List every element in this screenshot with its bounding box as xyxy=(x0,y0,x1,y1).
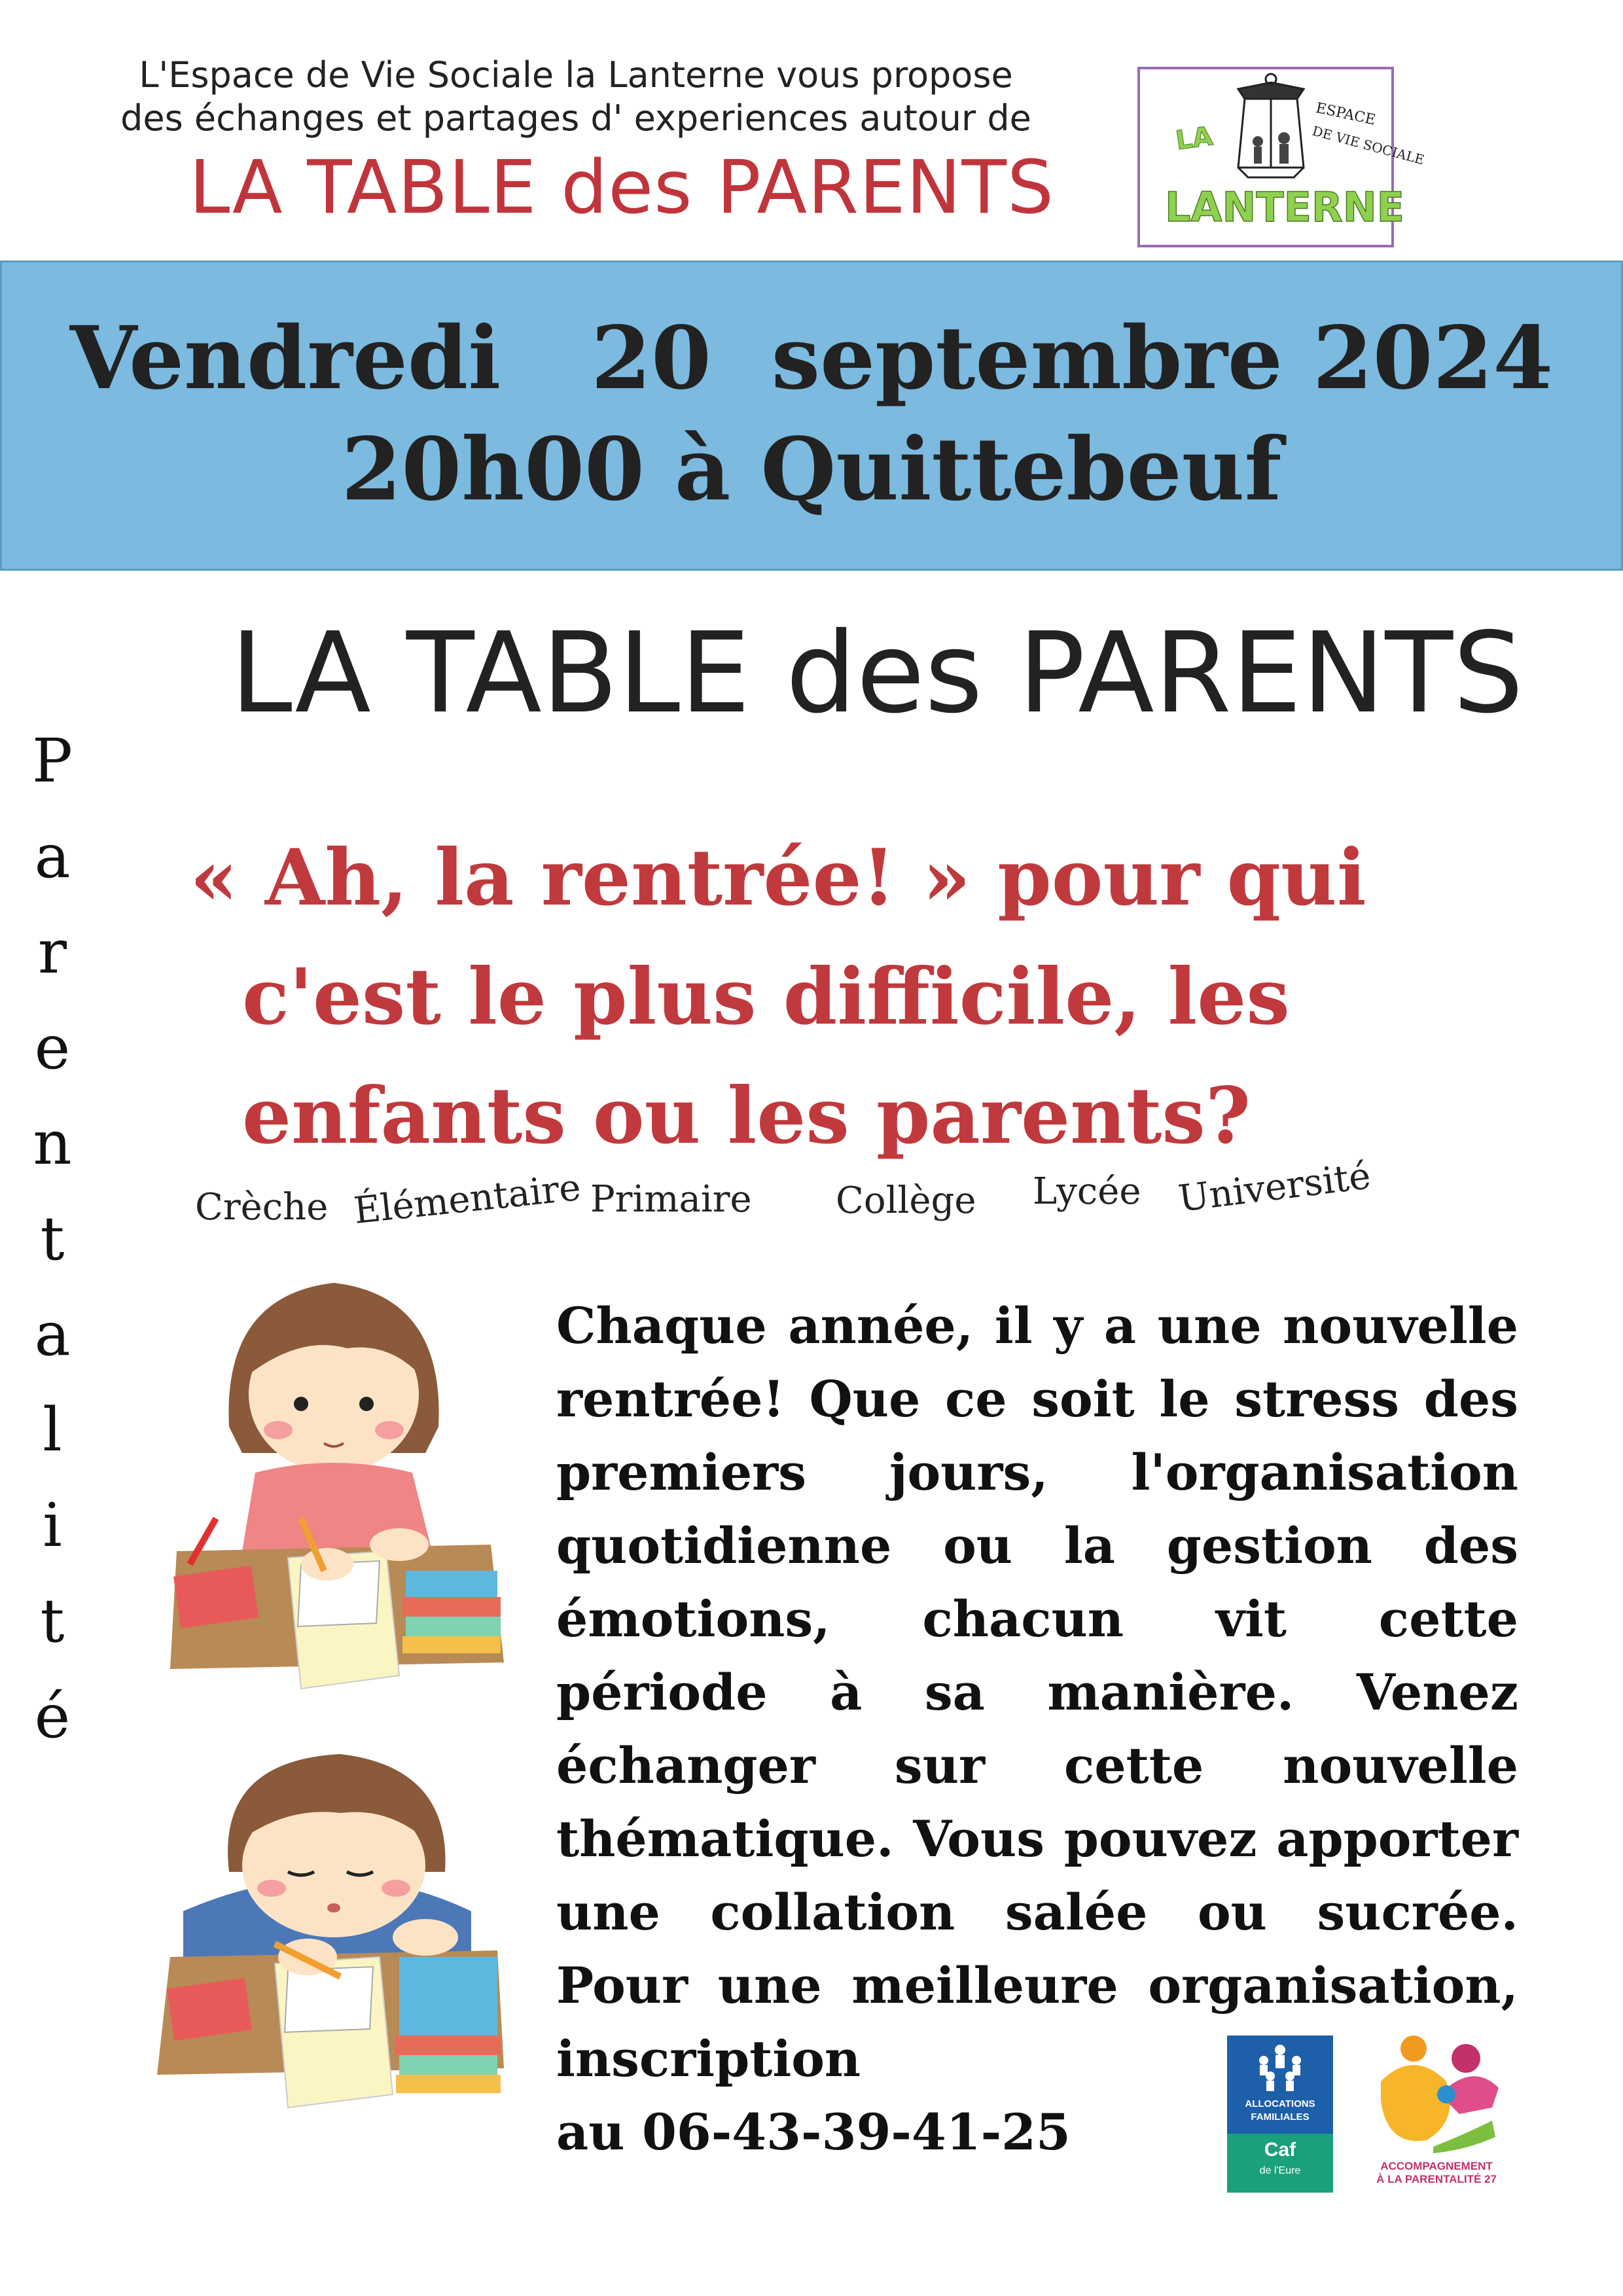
intro-text xyxy=(118,54,1034,140)
parentalite-line1: ACCOMPAGNEMENT xyxy=(1380,2160,1493,2172)
question-line-2: c'est le plus difficile, les xyxy=(242,951,1290,1042)
vertical-letter: n xyxy=(33,1108,72,1178)
logo-side-line1: ESPACE xyxy=(1314,99,1378,129)
vertical-letter: P xyxy=(32,726,73,796)
logo-word-la: LA xyxy=(1173,121,1215,156)
level-creche: Crèche xyxy=(195,1186,329,1229)
parentalite-logo-text xyxy=(1364,2160,1508,2186)
intro-line-2: des échanges et partages d' experiences autour de xyxy=(120,98,1031,139)
vertical-letter: i xyxy=(43,1490,62,1560)
logo-word-lanterne: LANTERNE xyxy=(1165,183,1405,231)
question-text xyxy=(190,818,1433,1175)
caf-logo xyxy=(1227,2036,1333,2193)
intro-line-1: L'Espace de Vie Sociale la Lanterne vous propose xyxy=(139,54,1013,96)
level-elementaire: Élémentaire xyxy=(351,1166,583,1233)
vertical-word-parentalite xyxy=(20,713,85,1765)
question-line-1: « Ah, la rentrée! » pour qui xyxy=(190,832,1366,923)
event-date: Vendredi 20 septembre 2024 xyxy=(69,308,1554,409)
vertical-letter: l xyxy=(43,1395,62,1465)
phone-line: au 06-43-39-41-25 xyxy=(556,2103,1071,2161)
logo-side-line2: DE VIE SOCIALE xyxy=(1310,122,1426,168)
vertical-letter: t xyxy=(40,1586,65,1656)
caf-line2: FAMILIALES xyxy=(1251,2111,1310,2123)
level-primaire: Primaire xyxy=(590,1178,752,1221)
main-title: LA TABLE des PARENTS xyxy=(230,609,1524,738)
caf-family-icon xyxy=(1251,2042,1310,2094)
caf-line1: ALLOCATIONS xyxy=(1245,2098,1315,2109)
vertical-letter: a xyxy=(34,821,71,891)
lanterne-logo xyxy=(1137,67,1426,247)
vertical-letter: e xyxy=(34,1013,71,1083)
lantern-icon xyxy=(1140,69,1426,245)
vertical-letter: r xyxy=(38,917,67,987)
parentalite-27-logo-icon xyxy=(1368,2022,1505,2153)
vertical-letter: é xyxy=(34,1681,71,1751)
level-universite: Université xyxy=(1176,1155,1373,1221)
vertical-letter: a xyxy=(34,1299,71,1369)
caf-line4: de l'Eure xyxy=(1259,2165,1301,2176)
event-time-place: 20h00 à Quittebeuf xyxy=(341,419,1282,520)
parentalite-line2: À LA PARENTALITÉ 27 xyxy=(1376,2173,1497,2185)
level-college: Collège xyxy=(836,1179,976,1222)
girl-studying-illustration xyxy=(151,1257,517,1702)
level-lycee: Lycée xyxy=(1033,1170,1141,1213)
header-title: LA TABLE des PARENTS xyxy=(189,145,1054,230)
boy-studying-illustration xyxy=(144,1741,524,2134)
body-paragraph: Chaque année, il y a une nouvelle rentrée! Que ce soit le stress des premiers jours, l'organisation quotidienne ou la gestion des émotions, chacun vit cette période à sa manière. Venez échanger sur cette nouvelle thématique. Vous pouvez apporter une collation salée ou sucrée. Pour une meilleure organisation, inscription xyxy=(556,1297,1518,2088)
question-line-3: enfants ou les parents? xyxy=(242,1070,1251,1161)
vertical-letter: t xyxy=(40,1204,65,1274)
caf-line3: Caf xyxy=(1264,2139,1296,2161)
